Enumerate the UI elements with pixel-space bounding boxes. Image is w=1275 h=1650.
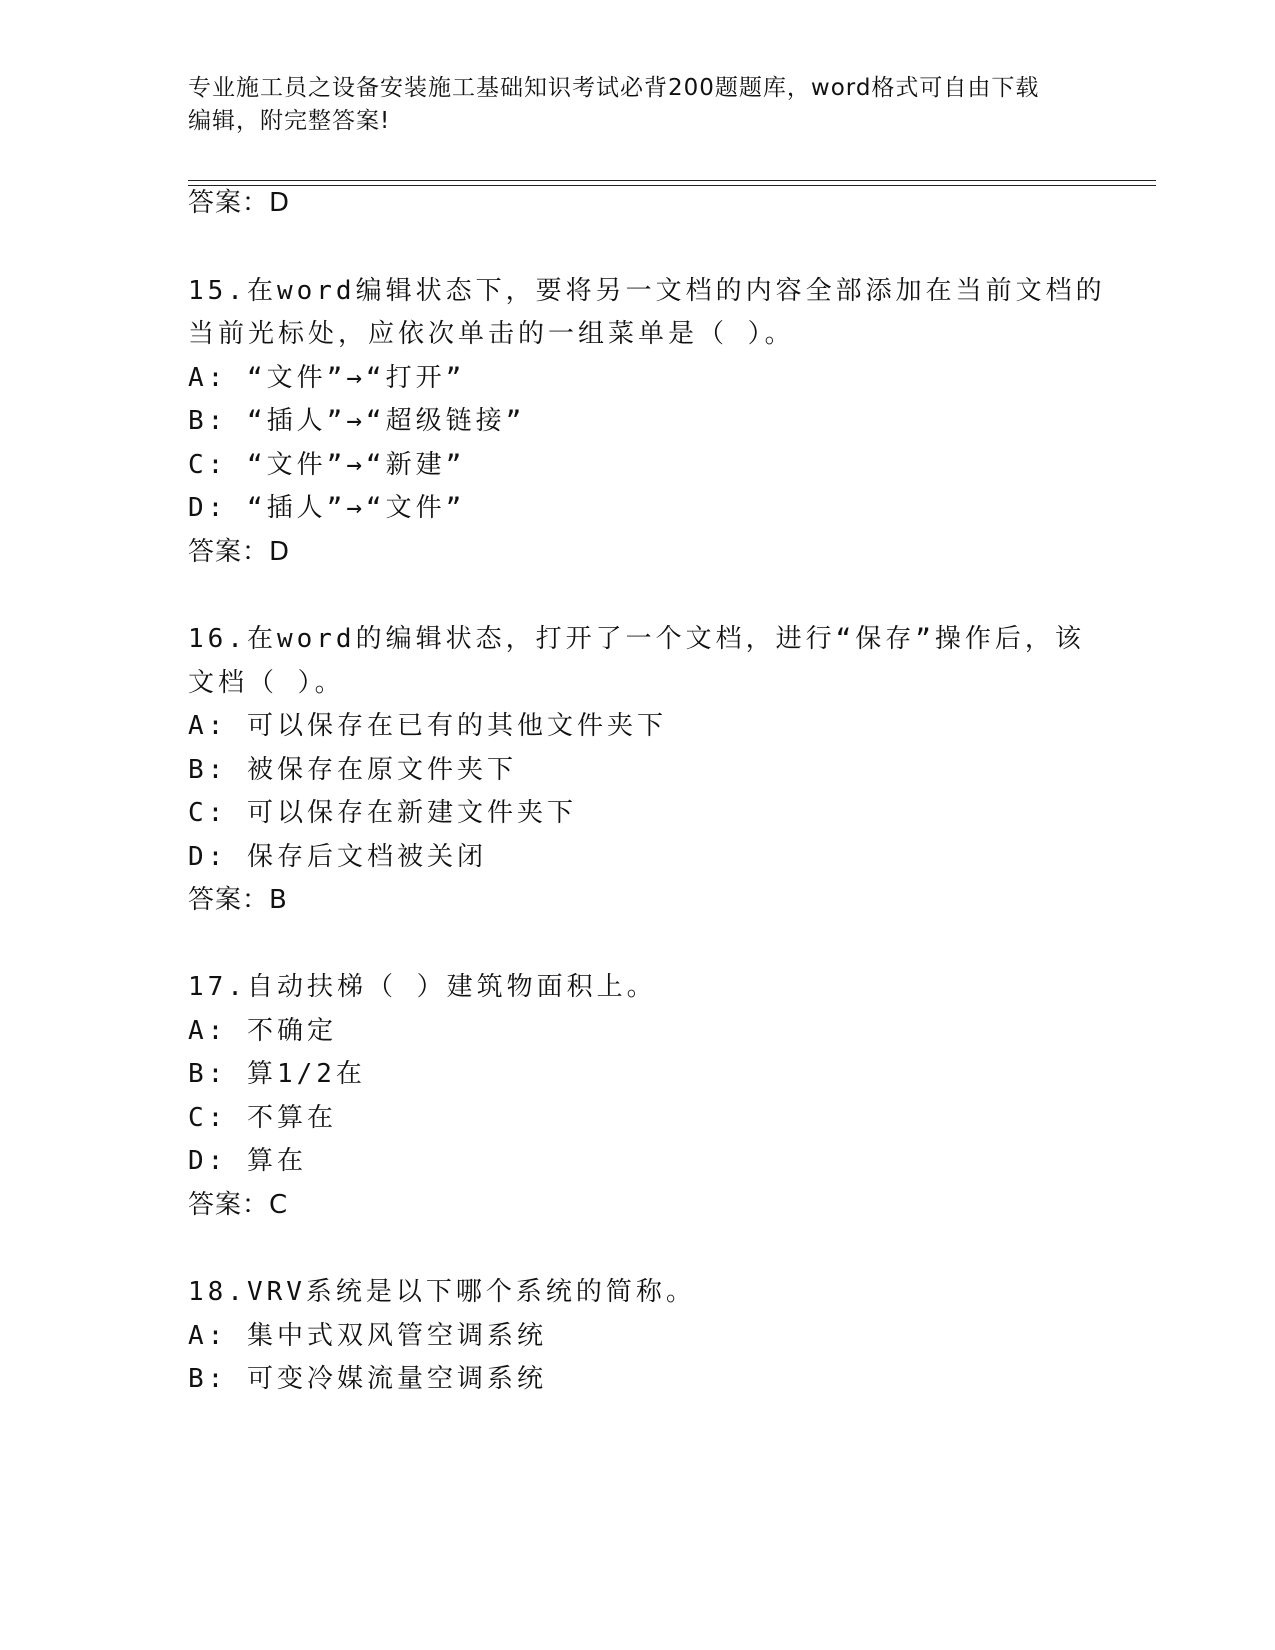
question-18-stem: 18.VRV系统是以下哪个系统的简称。 [188, 1277, 696, 1307]
answer-15: 答案：D [188, 537, 291, 567]
answer-17: 答案：C [188, 1190, 289, 1220]
question-15-stem-line-1: 15.在word编辑状态下，要将另一文档的内容全部添加在当前文档的 [188, 276, 1106, 306]
question-17-stem: 17.自动扶梯（ ）建筑物面积上。 [188, 972, 657, 1002]
question-15-stem-line-2: 当前光标处，应依次单击的一组菜单是（ ）。 [188, 319, 795, 349]
header-line-1: 专业施工员之设备安装施工基础知识考试必背200题题库，word格式可自由下载 [188, 75, 1040, 101]
question-16-option-c: C: 可以保存在新建文件夹下 [188, 798, 577, 828]
question-17-option-a: A: 不确定 [188, 1016, 337, 1046]
question-17-option-b: B: 算1/2在 [188, 1059, 366, 1089]
document-header [188, 72, 1078, 138]
answer-16: 答案：B [188, 885, 288, 915]
question-18-option-b: B: 可变冷媒流量空调系统 [188, 1364, 547, 1394]
question-17-option-c: C: 不算在 [188, 1103, 337, 1133]
question-18-option-a: A: 集中式双风管空调系统 [188, 1321, 547, 1351]
header-line-2: 编辑，附完整答案! [188, 108, 391, 134]
header-rule-bottom [188, 185, 1156, 186]
header-rule-top [188, 180, 1156, 181]
question-15-option-d: D: “插人”→“文件” [188, 493, 466, 523]
question-15-option-b: B: “插人”→“超级链接” [188, 406, 526, 436]
question-16-option-b: B: 被保存在原文件夹下 [188, 755, 517, 785]
question-15-option-a: A: “文件”→“打开” [188, 363, 466, 393]
question-16-stem-line-2: 文档（ ）。 [188, 668, 345, 698]
question-16-option-a: A: 可以保存在已有的其他文件夹下 [188, 711, 667, 741]
question-16-option-d: D: 保存后文档被关闭 [188, 842, 487, 872]
question-17-option-d: D: 算在 [188, 1146, 307, 1176]
answer-14: 答案：D [188, 188, 291, 218]
question-15-option-c: C: “文件”→“新建” [188, 450, 466, 480]
question-16-stem-line-1: 16.在word的编辑状态，打开了一个文档，进行“保存”操作后，该 [188, 624, 1085, 654]
